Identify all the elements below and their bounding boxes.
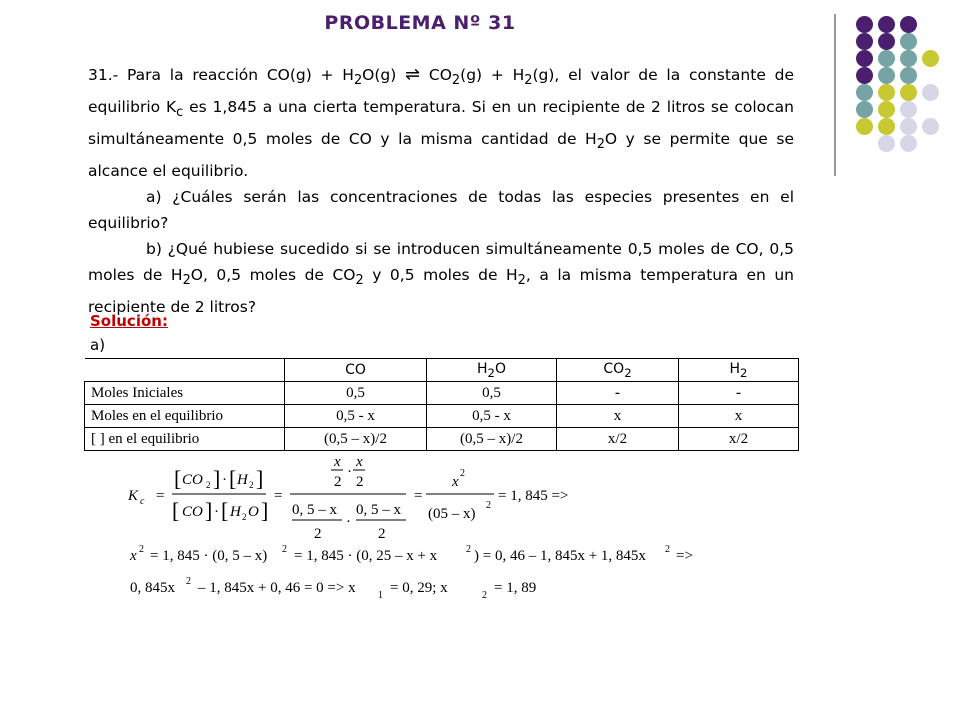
decor-dot [878, 101, 895, 118]
decor-dot [922, 50, 939, 67]
line2-d: ) = 0, 46 – 1, 845x + 1, 845x [474, 548, 646, 564]
table-header-row [85, 359, 799, 382]
table-cell: 0,5 - x [427, 405, 557, 428]
table-header-cell [557, 359, 679, 382]
bracket: [ [221, 498, 229, 523]
subscript: 2 [242, 512, 247, 522]
table-cell: (0,5 – x)/2 [285, 428, 427, 451]
subscript: 2 [353, 73, 363, 89]
text: es 1,845 a una cierta temperatura. Si en un recipiente de 2 litros se colocan simultáneamente 0,5 moles de CO y la misma cantidad de H [88, 98, 794, 149]
subscript: 2 [596, 137, 605, 153]
solution-heading: Solución: [90, 312, 168, 330]
subscript: 2 [451, 73, 461, 89]
line2-e: => [676, 548, 693, 564]
part-a-label: a) [90, 336, 106, 354]
num-h: H [237, 472, 248, 488]
text: , a la misma temperatura en un recipiente de 2 litros? [88, 266, 794, 317]
decor-dot [856, 33, 873, 50]
den-o: O [248, 504, 259, 520]
table-header-cell [679, 359, 799, 382]
text: O(g) [362, 66, 406, 84]
subscript: 2 [624, 365, 632, 380]
superscript: 2 [139, 544, 144, 555]
frac-2: 2 [314, 526, 322, 542]
kc-symbol: K [128, 488, 139, 504]
frac3-den: (05 – x) [428, 506, 476, 522]
equals-sign: = [156, 488, 165, 504]
text: CO [603, 360, 625, 377]
dot: · [347, 464, 352, 480]
decor-dot [856, 101, 873, 118]
superscript: 2 [460, 468, 465, 479]
decor-dot [878, 118, 895, 135]
table-row [85, 405, 799, 428]
text: O y se permite que se alcance el equilibrio. [88, 130, 794, 181]
table-cell: x/2 [679, 428, 799, 451]
problem-statement [88, 62, 794, 320]
vertical-divider [834, 14, 836, 176]
bracket: ] [256, 466, 264, 491]
subscript: c [176, 105, 184, 121]
line2-b: = 1, 845 · (0, 5 – x) [150, 548, 268, 564]
equals-sign: = [274, 488, 283, 504]
decor-dot [900, 16, 917, 33]
text: b) ¿Qué hubiese sucedido si se introducen simultáneamente 0,5 moles de CO, 0,5 moles de H [88, 240, 794, 285]
text: CO [420, 66, 452, 84]
line3-b: – 1, 845x + 0, 46 = 0 => x [198, 580, 356, 596]
text: CO [345, 362, 366, 378]
text: O [494, 360, 506, 377]
table-cell: x [557, 405, 679, 428]
bracket: [ [172, 498, 180, 523]
text: (g) + H [460, 66, 525, 84]
decor-dot [878, 67, 895, 84]
text: O, 0,5 moles de CO [190, 266, 356, 285]
line3-d: = 1, 89 [494, 580, 537, 596]
superscript: 2 [665, 544, 670, 555]
table-cell: - [557, 382, 679, 405]
num-co2: CO [182, 472, 203, 488]
decor-dot [878, 33, 895, 50]
text: (g), el valor de la constante de equilibrio K [88, 66, 794, 117]
problem-part-a: a) ¿Cuáles serán las concentraciones de todas las especies presentes en el equilibrio? [88, 188, 794, 233]
frac-2: 2 [356, 474, 364, 490]
equals-sign: = [414, 488, 423, 504]
line2-c: = 1, 845 · (0, 25 – x + x [294, 548, 438, 564]
decor-dot [900, 50, 917, 67]
row-label: Moles Iniciales [85, 382, 285, 405]
frac-2: 2 [334, 474, 342, 490]
subscript: 2 [482, 590, 487, 601]
result-1: = 1, 845 => [498, 488, 569, 504]
table-header-cell [285, 359, 427, 382]
table-cell: 0,5 - x [285, 405, 427, 428]
equilibrium-arrow-icon: ⇌ [405, 64, 421, 85]
subscript: 2 [355, 273, 364, 289]
table-cell: 0,5 [427, 382, 557, 405]
decor-dot [922, 84, 939, 101]
dot: · [222, 472, 227, 488]
problem-intro [88, 62, 794, 184]
frac-den: 0, 5 – x [292, 502, 337, 518]
decor-dot [856, 118, 873, 135]
frac-2: 2 [378, 526, 386, 542]
superscript: 2 [466, 544, 471, 555]
subscript: 2 [524, 73, 533, 89]
frac-x: x [356, 454, 363, 470]
kc-subscript: c [140, 496, 145, 507]
decor-dot [878, 16, 895, 33]
decor-dot [878, 50, 895, 67]
decor-dot [900, 67, 917, 84]
subscript: 2 [517, 273, 526, 289]
decor-dot [856, 50, 873, 67]
page-title: PROBLEMA Nº 31 [324, 12, 516, 34]
bracket: ] [205, 498, 213, 523]
text: H [477, 360, 488, 377]
line3-c: = 0, 29; x [390, 580, 448, 596]
subscript: 1 [378, 590, 383, 601]
table-cell: (0,5 – x)/2 [427, 428, 557, 451]
table-header-cell [85, 359, 285, 382]
decor-dot [900, 33, 917, 50]
text: y 0,5 moles de H [363, 266, 518, 285]
line3-a: 0, 845x [130, 580, 175, 596]
decor-dot [856, 84, 873, 101]
bracket: [ [174, 466, 182, 491]
table-row [85, 382, 799, 405]
subscript: 2 [206, 480, 211, 490]
subscript: 2 [487, 365, 495, 380]
superscript: 2 [282, 544, 287, 555]
bracket: ] [213, 466, 221, 491]
decor-dot [856, 16, 873, 33]
table-cell: 0,5 [285, 382, 427, 405]
text: H [729, 360, 741, 377]
decor-dot [900, 135, 917, 152]
bracket: [ [229, 466, 237, 491]
dot: · [346, 514, 351, 530]
den-co: CO [182, 504, 203, 520]
decor-dot [878, 84, 895, 101]
text: 31.- Para la reacción CO(g) + H [88, 66, 354, 84]
table-cell: - [679, 382, 799, 405]
decor-dot [900, 101, 917, 118]
table-header-cell [427, 359, 557, 382]
row-label: [ ] en el equilibrio [85, 428, 285, 451]
subscript: 2 [182, 273, 191, 289]
row-label: Moles en el equilibrio [85, 405, 285, 428]
subscript: 2 [249, 480, 254, 490]
dot: · [214, 504, 219, 520]
decor-dot [900, 84, 917, 101]
frac3-num: x [452, 474, 459, 490]
decor-dot [922, 118, 939, 135]
frac-x: x [334, 454, 341, 470]
equilibrium-table [84, 358, 799, 451]
frac-den: 0, 5 – x [356, 502, 401, 518]
bracket: ] [261, 498, 269, 523]
math-derivation [110, 448, 730, 612]
den-h: H [230, 504, 241, 520]
superscript: 2 [186, 576, 191, 587]
subscript: 2 [740, 365, 748, 380]
decor-dot [856, 67, 873, 84]
table-cell: x/2 [557, 428, 679, 451]
decor-dot [878, 135, 895, 152]
decor-dot [900, 118, 917, 135]
table-cell: x [679, 405, 799, 428]
problem-part-b [88, 236, 794, 320]
superscript: 2 [486, 500, 491, 511]
line2-x: x [130, 548, 137, 564]
